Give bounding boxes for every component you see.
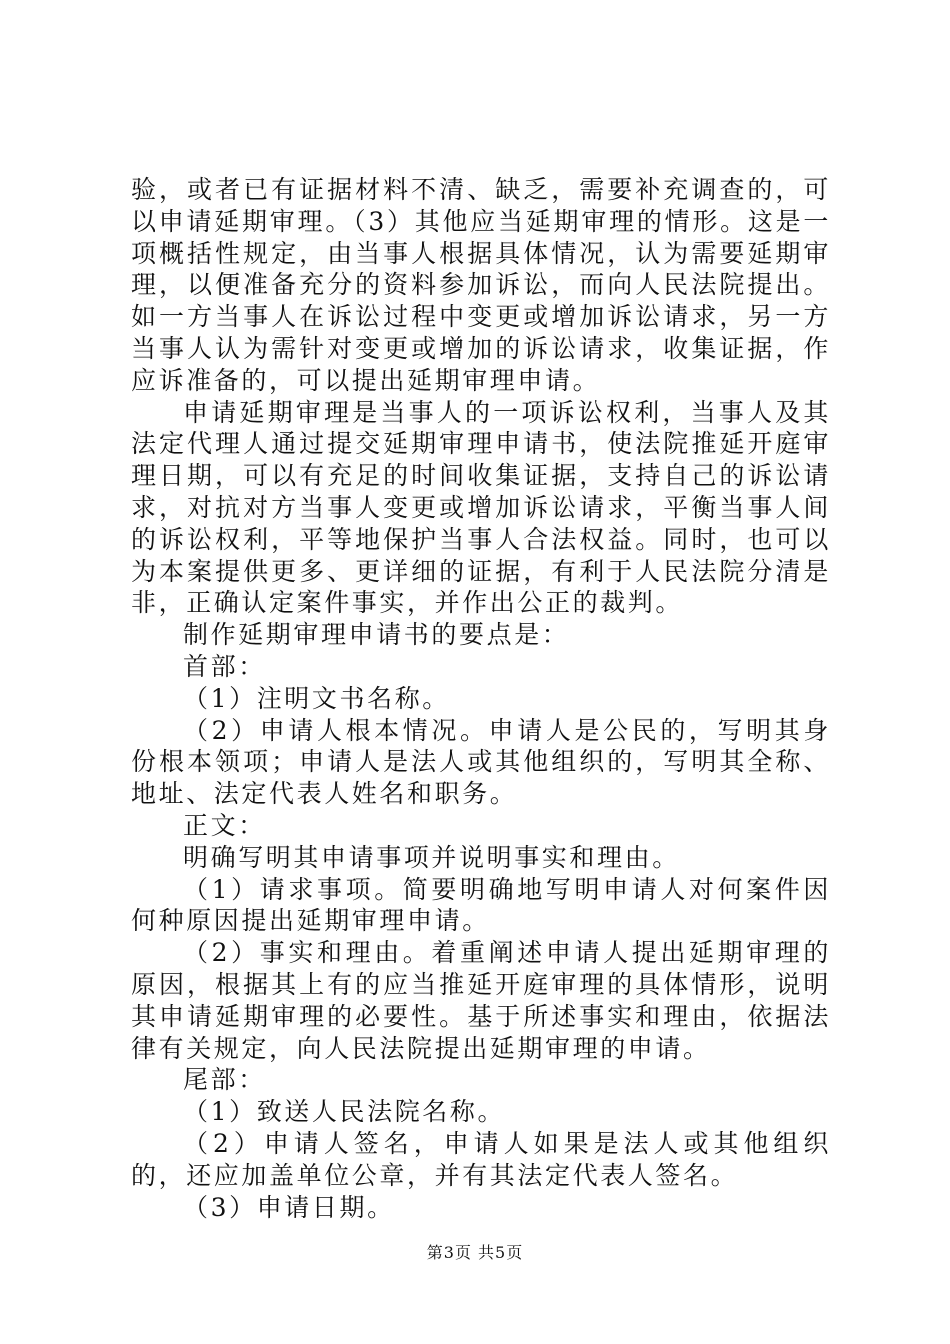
paragraph-5: （1）注明文书名称。: [183, 683, 450, 713]
section-heading-body: 正文：: [183, 810, 266, 840]
paragraph-12: （1）致送人民法院名称。: [183, 1097, 506, 1127]
paragraph-3: 制作延期审理申请书的要点是：: [183, 620, 570, 650]
paragraph-9: （1）请求事项。简要明确地写明申请人对何案件因何种原因提出延期审理申请。: [131, 874, 831, 936]
paragraph-8: 明确写明其申请事项并说明事实和理由。: [183, 842, 680, 872]
paragraph-13: （2）申请人签名，申请人如果是法人或其他组织的，还应加盖单位公章，并有其法定代表人签名。: [131, 1128, 831, 1190]
paragraph-2: 申请延期审理是当事人的一项诉讼权利，当事人及其法定代理人通过提交延期审理申请书，使法院推延开庭审理日期，可以有充足的时间收集证据，支持自己的诉讼请求，对抗对方当事人变更或增加诉讼请求，平衡当事人间的诉讼权利，平等地保护当事人合法权益。同时，也可以为本案提供更多、更详细的证据，有利于人民法院分清是非，正确认定案件事实，并作出公正的裁判。: [131, 397, 831, 618]
paragraph-14: （3）申请日期。: [183, 1192, 395, 1222]
paragraph-6: （2）申请人根本情况。申请人是公民的，写明其身份根本领项；申请人是法人或其他组织的，写明其全称、地址、法定代表人姓名和职务。: [131, 715, 831, 809]
section-heading-header: 首部：: [183, 651, 266, 681]
paragraph-1: 验，或者已有证据材料不清、缺乏，需要补充调查的，可以申请延期审理。（3）其他应当延期审理的情形。这是一项概括性规定，由当事人根据具体情况，认为需要延期审理，以便准备充分的资料参加诉讼，而向人民法院提出。如一方当事人在诉讼过程中变更或增加诉讼请求，另一方当事人认为需针对变更或增加的诉讼请求，收集证据，作应诉准备的，可以提出延期审理申请。: [131, 175, 831, 395]
page-number-footer: 第3页 共5页: [426, 1243, 524, 1262]
document-body: [131, 174, 831, 1223]
section-heading-footer: 尾部：: [183, 1065, 266, 1095]
paragraph-10: （2）事实和理由。着重阐述申请人提出延期审理的原因，根据其上有的应当推延开庭审理的具体情形，说明其申请延期审理的必要性。基于所述事实和理由，依据法律有关规定，向人民法院提出延期审理的申请。: [131, 938, 831, 1063]
